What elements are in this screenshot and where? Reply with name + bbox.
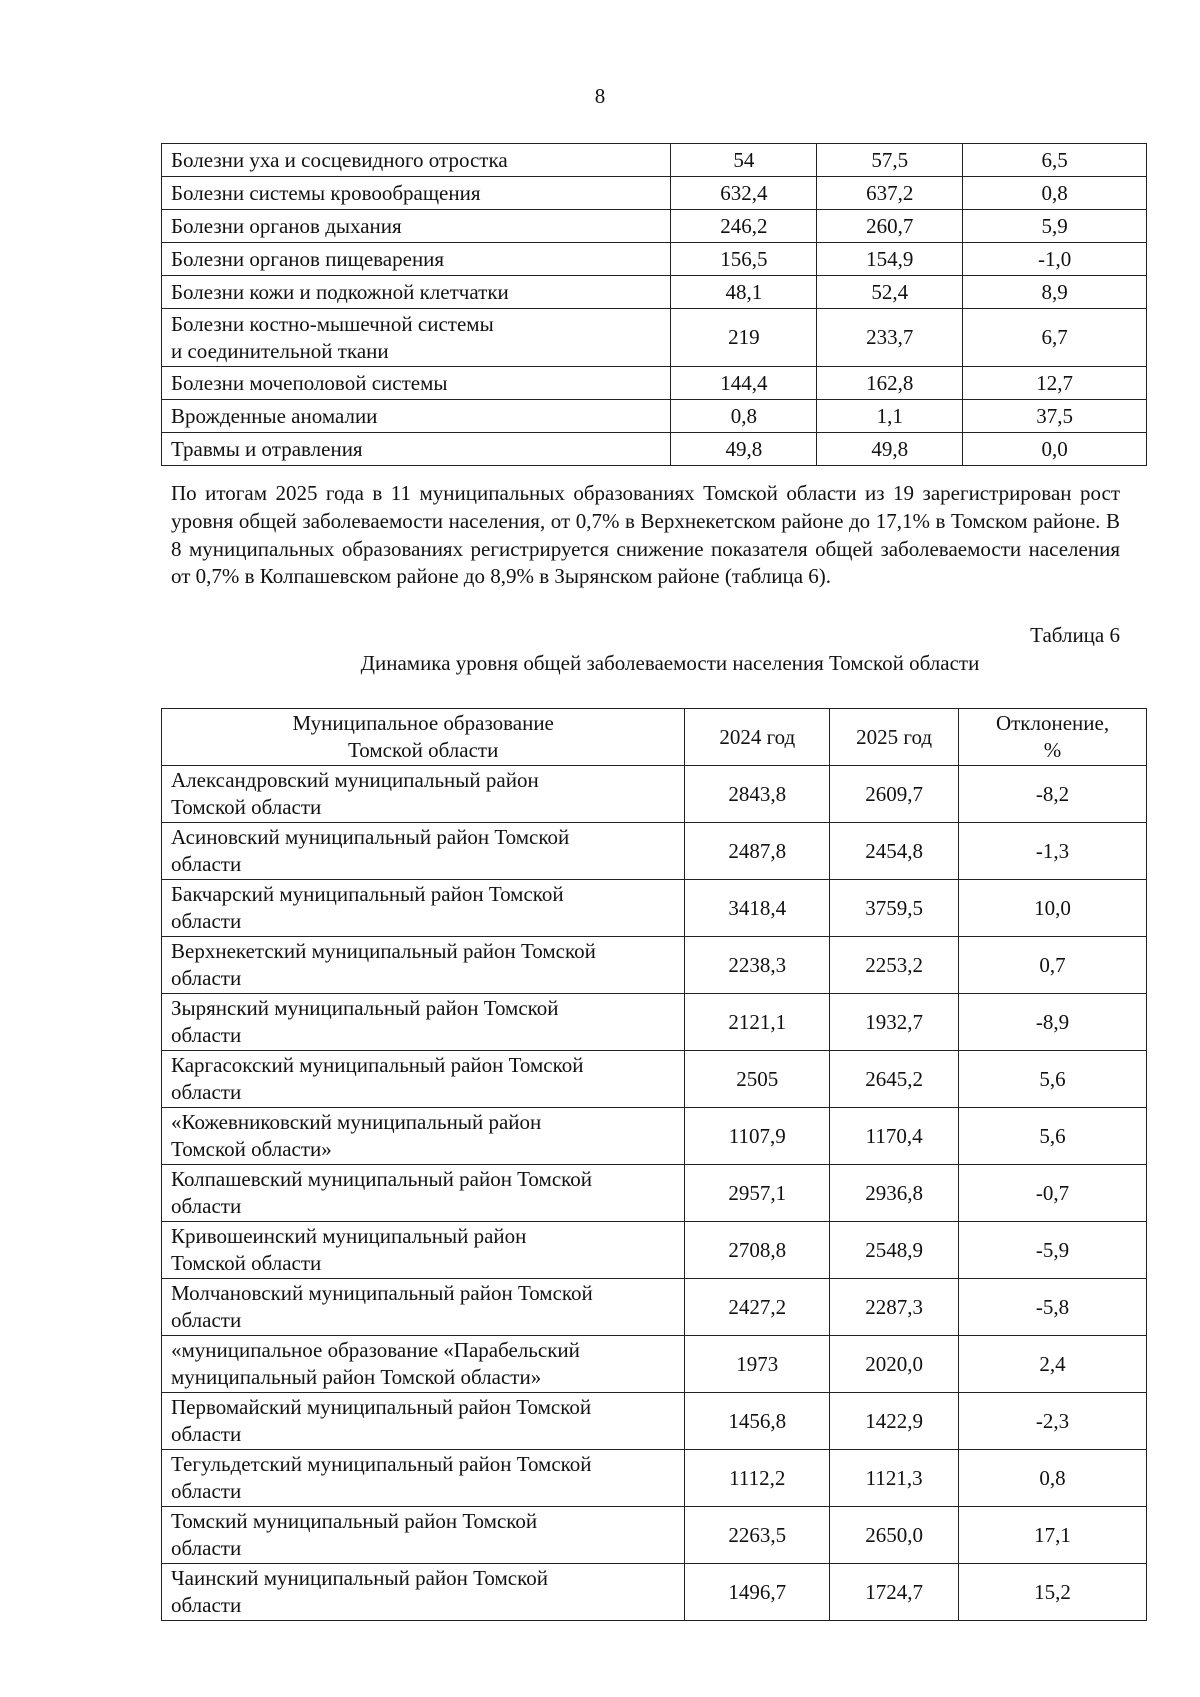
name-line-2: Томской области xyxy=(171,1251,322,1275)
value-2025: 2609,7 xyxy=(830,766,959,823)
deviation: -5,9 xyxy=(959,1222,1147,1279)
value-2025: 162,8 xyxy=(817,367,963,400)
name-line-2: области xyxy=(171,1536,242,1560)
value-2025: 260,7 xyxy=(817,210,963,243)
table-row xyxy=(162,1051,1147,1108)
value-2025: 2454,8 xyxy=(830,823,959,880)
name-line-2: и соединительной ткани xyxy=(171,338,389,363)
municipality-name xyxy=(162,1165,685,1222)
value-2024: 1496,7 xyxy=(685,1564,830,1621)
value-2024: 48,1 xyxy=(671,276,817,309)
name-line-2: области xyxy=(171,966,242,990)
municipality-name xyxy=(162,994,685,1051)
name-line-1: «Кожевниковский муниципальный район xyxy=(171,1110,542,1134)
table-row xyxy=(162,1108,1147,1165)
deviation: 6,7 xyxy=(963,309,1147,367)
deviation: 0,0 xyxy=(963,433,1147,466)
value-2024: 1973 xyxy=(685,1336,830,1393)
deviation: -8,2 xyxy=(959,766,1147,823)
name-line-2: области xyxy=(171,1023,242,1047)
value-2024: 2427,2 xyxy=(685,1279,830,1336)
deviation: 37,5 xyxy=(963,400,1147,433)
name-line-1: Молчановский муниципальный район Томской xyxy=(171,1281,593,1305)
deviation: -2,3 xyxy=(959,1393,1147,1450)
header-deviation xyxy=(959,709,1147,766)
header-2025: 2025 год xyxy=(830,709,959,766)
value-2024: 0,8 xyxy=(671,400,817,433)
municipality-name xyxy=(162,1051,685,1108)
table-row xyxy=(162,823,1147,880)
value-2025: 2253,2 xyxy=(830,937,959,994)
deviation: 17,1 xyxy=(959,1507,1147,1564)
deviation: -1,0 xyxy=(963,243,1147,276)
value-2024: 3418,4 xyxy=(685,880,830,937)
value-2025: 233,7 xyxy=(817,309,963,367)
table-row xyxy=(162,177,1147,210)
municipality-name xyxy=(162,1564,685,1621)
name-line-2: Томской области xyxy=(171,795,322,819)
municipality-name xyxy=(162,1450,685,1507)
value-2024: 156,5 xyxy=(671,243,817,276)
value-2025: 2287,3 xyxy=(830,1279,959,1336)
deviation: -0,7 xyxy=(959,1165,1147,1222)
header-line-2: Томской области xyxy=(348,738,499,762)
value-2024: 2708,8 xyxy=(685,1222,830,1279)
table-row xyxy=(162,1450,1147,1507)
body-paragraph: По итогам 2025 года в 11 муниципальных образованиях Томской области из 19 зарегистрирован рост уровня общей заболеваемости населения, от 0,7% в Верхнекетском районе до 17,1% в Томском районе. В 8 муниципальных образованиях регистрируется снижение показателя общей заболеваемости населения от 0,7% в Колпашевском районе до 8,9% в Зырянском районе (таблица 6). xyxy=(171,481,1120,589)
name-line-1: Колпашевский муниципальный район Томской xyxy=(171,1167,593,1191)
name-line-1: Зырянский муниципальный район Томской xyxy=(171,996,559,1020)
deviation: -8,9 xyxy=(959,994,1147,1051)
municipality-name xyxy=(162,823,685,880)
name-line-2: муниципальный район Томской области» xyxy=(171,1365,542,1389)
name-line-1: Александровский муниципальный район xyxy=(171,768,539,792)
table-row xyxy=(162,1222,1147,1279)
table-title: Динамика уровня общей заболеваемости населения Томской области xyxy=(360,651,980,675)
table-row xyxy=(162,367,1147,400)
municipality-name xyxy=(162,1279,685,1336)
value-2025: 2936,8 xyxy=(830,1165,959,1222)
value-2025: 2548,9 xyxy=(830,1222,959,1279)
name-line-2: области xyxy=(171,1080,242,1104)
header-2024: 2024 год xyxy=(685,709,830,766)
table-row xyxy=(162,210,1147,243)
table-row xyxy=(162,1507,1147,1564)
name-line-1: Каргасокский муниципальный район Томской xyxy=(171,1053,584,1077)
value-2025: 1121,3 xyxy=(830,1450,959,1507)
disease-class-name: Болезни органов пищеварения xyxy=(162,243,671,276)
table-row xyxy=(162,400,1147,433)
morbidity-classes-table xyxy=(161,143,1147,466)
header-line-1: Муниципальное образование xyxy=(292,711,554,735)
name-line-2: области xyxy=(171,909,242,933)
value-2024: 2843,8 xyxy=(685,766,830,823)
header-municipality xyxy=(162,709,685,766)
deviation: 15,2 xyxy=(959,1564,1147,1621)
value-2025: 154,9 xyxy=(817,243,963,276)
deviation: 0,7 xyxy=(959,937,1147,994)
deviation: 5,6 xyxy=(959,1051,1147,1108)
name-line-2: Томской области» xyxy=(171,1137,332,1161)
value-2024: 2505 xyxy=(685,1051,830,1108)
name-line-1: Кривошеинский муниципальный район xyxy=(171,1224,527,1248)
municipality-name xyxy=(162,1222,685,1279)
value-2024: 2263,5 xyxy=(685,1507,830,1564)
table-row xyxy=(162,1564,1147,1621)
value-2025: 1724,7 xyxy=(830,1564,959,1621)
table-row xyxy=(162,276,1147,309)
disease-class-name: Болезни мочеполовой системы xyxy=(162,367,671,400)
name-line-1: Бакчарский муниципальный район Томской xyxy=(171,882,564,906)
municipality-name xyxy=(162,1507,685,1564)
name-line-1: Чаинский муниципальный район Томской xyxy=(171,1566,548,1590)
deviation: 5,6 xyxy=(959,1108,1147,1165)
name-line-2: области xyxy=(171,1479,242,1503)
name-line-1: «муниципальное образование «Парабельский xyxy=(171,1338,580,1362)
value-2025: 52,4 xyxy=(817,276,963,309)
disease-class-name: Болезни кожи и подкожной клетчатки xyxy=(162,276,671,309)
value-2024: 49,8 xyxy=(671,433,817,466)
name-line-1: Томский муниципальный район Томской xyxy=(171,1509,538,1533)
disease-class-name: Болезни уха и сосцевидного отростка xyxy=(162,144,671,177)
municipal-morbidity-table xyxy=(161,708,1147,1621)
value-2025: 2020,0 xyxy=(830,1336,959,1393)
value-2025: 3759,5 xyxy=(830,880,959,937)
name-line-1: Асиновский муниципальный район Томской xyxy=(171,825,570,849)
deviation: 5,9 xyxy=(963,210,1147,243)
value-2025: 1422,9 xyxy=(830,1393,959,1450)
value-2025: 57,5 xyxy=(817,144,963,177)
value-2024: 2487,8 xyxy=(685,823,830,880)
disease-class-name xyxy=(162,309,671,367)
table-row xyxy=(162,1165,1147,1222)
value-2025: 1170,4 xyxy=(830,1108,959,1165)
page-number: 8 xyxy=(594,84,606,108)
name-line-2: области xyxy=(171,1308,242,1332)
name-line-2: области xyxy=(171,1194,242,1218)
deviation: -5,8 xyxy=(959,1279,1147,1336)
name-line-2: области xyxy=(171,1422,242,1446)
table-row xyxy=(162,766,1147,823)
value-2024: 2121,1 xyxy=(685,994,830,1051)
deviation: 0,8 xyxy=(959,1450,1147,1507)
value-2025: 2650,0 xyxy=(830,1507,959,1564)
header-line-1: Отклонение, xyxy=(995,711,1110,735)
table-row xyxy=(162,433,1147,466)
table-row xyxy=(162,1336,1147,1393)
value-2025: 637,2 xyxy=(817,177,963,210)
deviation: 12,7 xyxy=(963,367,1147,400)
deviation: -1,3 xyxy=(959,823,1147,880)
value-2025: 49,8 xyxy=(817,433,963,466)
table-row xyxy=(162,1393,1147,1450)
table-row xyxy=(162,243,1147,276)
value-2024: 2957,1 xyxy=(685,1165,830,1222)
value-2025: 1,1 xyxy=(817,400,963,433)
municipality-name xyxy=(162,1336,685,1393)
municipality-name xyxy=(162,1393,685,1450)
name-line-2: области xyxy=(171,1593,242,1617)
table-row xyxy=(162,937,1147,994)
table-label: Таблица 6 xyxy=(1030,623,1120,647)
value-2024: 246,2 xyxy=(671,210,817,243)
name-line-1: Верхнекетский муниципальный район Томской xyxy=(171,939,596,963)
value-2024: 632,4 xyxy=(671,177,817,210)
name-line-1: Тегульдетский муниципальный район Томской xyxy=(171,1452,592,1476)
table-row xyxy=(162,994,1147,1051)
disease-class-name: Врожденные аномалии xyxy=(162,400,671,433)
name-line-1: Болезни костно-мышечной системы xyxy=(171,311,494,336)
header-line-2: % xyxy=(1043,738,1062,762)
name-line-2: области xyxy=(171,852,242,876)
municipality-name xyxy=(162,1108,685,1165)
municipality-name xyxy=(162,937,685,994)
disease-class-name: Травмы и отравления xyxy=(162,433,671,466)
disease-class-name: Болезни системы кровообращения xyxy=(162,177,671,210)
deviation: 10,0 xyxy=(959,880,1147,937)
table-row xyxy=(162,1279,1147,1336)
deviation: 8,9 xyxy=(963,276,1147,309)
table-row xyxy=(162,880,1147,937)
value-2024: 2238,3 xyxy=(685,937,830,994)
value-2025: 1932,7 xyxy=(830,994,959,1051)
deviation: 0,8 xyxy=(963,177,1147,210)
deviation: 2,4 xyxy=(959,1336,1147,1393)
municipality-name xyxy=(162,880,685,937)
table-header-row xyxy=(162,709,1147,766)
table-row xyxy=(162,309,1147,367)
table-row xyxy=(162,144,1147,177)
value-2024: 219 xyxy=(671,309,817,367)
municipality-name xyxy=(162,766,685,823)
value-2024: 1456,8 xyxy=(685,1393,830,1450)
name-line-1: Первомайский муниципальный район Томской xyxy=(171,1395,592,1419)
value-2024: 1107,9 xyxy=(685,1108,830,1165)
value-2024: 54 xyxy=(671,144,817,177)
value-2024: 1112,2 xyxy=(685,1450,830,1507)
value-2024: 144,4 xyxy=(671,367,817,400)
value-2025: 2645,2 xyxy=(830,1051,959,1108)
deviation: 6,5 xyxy=(963,144,1147,177)
disease-class-name: Болезни органов дыхания xyxy=(162,210,671,243)
